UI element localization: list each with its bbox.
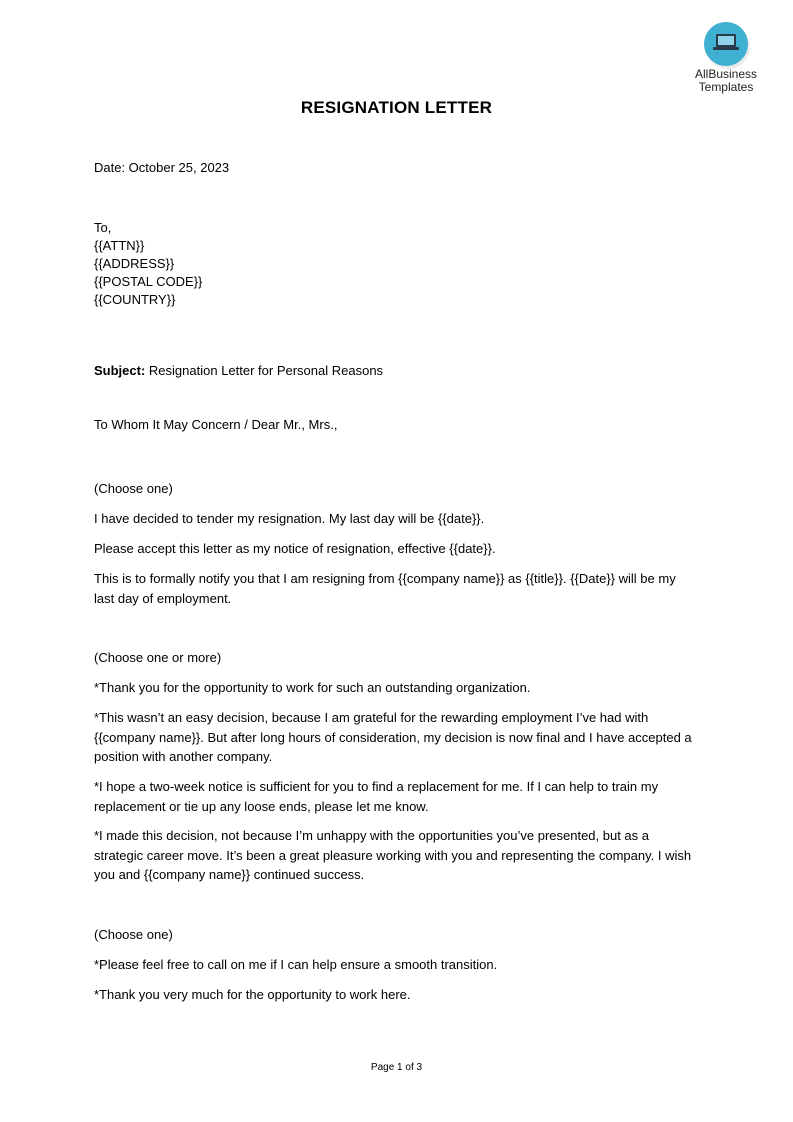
logo-text-line2: Templates <box>698 80 754 94</box>
section3-option-1: *Please feel free to call on me if I can help ensure a smooth transition. <box>94 957 498 972</box>
section2-option-3: *I hope a two-week notice is sufficient for you to find a replacement for me. If I can help to train my replacement or tie up any loose ends, please let me know. <box>94 779 659 814</box>
document-title: RESIGNATION LETTER <box>300 98 493 117</box>
subject-text: Resignation Letter for Personal Reasons <box>148 363 384 378</box>
section1-option-1: I have decided to tender my resignation. My last day will be {{date}}. <box>94 511 485 526</box>
section1-option-2: Please accept this letter as my notice of resignation, effective {{date}}. <box>94 541 496 556</box>
recipient-to: To, <box>94 220 112 235</box>
logo-circle <box>704 22 748 66</box>
subject-line <box>94 361 694 381</box>
subject-label: Subject: <box>94 363 146 378</box>
section2-option-2: *This wasn’t an easy decision, because I am grateful for the rewarding employment I’ve had with {{company name}}. But after long hours of consideration, my decision is now final and I have accepted a position with another company. <box>94 710 692 764</box>
recipient-postal-code: {{POSTAL CODE}} <box>94 274 203 289</box>
section2-option-1: *Thank you for the opportunity to work for such an outstanding organization. <box>94 680 531 695</box>
section2-heading: (Choose one or more) <box>94 650 222 665</box>
section1-heading: (Choose one) <box>94 481 173 496</box>
greeting: To Whom It May Concern / Dear Mr., Mrs., <box>94 417 338 432</box>
section1-option-3: This is to formally notify you that I am resigning from {{company name}} as {{title}}. {{Date}} will be my last day of employment. <box>94 571 676 606</box>
laptop-icon <box>712 33 740 53</box>
allbusiness-templates-logo <box>688 22 764 94</box>
section3-option-2: *Thank you very much for the opportunity to work here. <box>94 987 411 1002</box>
recipient-attn: {{ATTN}} <box>94 238 145 253</box>
section2-option-4: *I made this decision, not because I’m unhappy with the opportunities you’ve presented, but as a strategic career move. It’s been a great pleasure working with you and representing the company. I wish you and {{company name}} continued success. <box>94 828 692 882</box>
page-number: Page 1 of 3 <box>370 1062 423 1073</box>
logo-text-line1: AllBusiness <box>694 67 758 81</box>
date-line: Date: October 25, 2023 <box>94 160 230 175</box>
section3-heading: (Choose one) <box>94 927 173 942</box>
recipient-country: {{COUNTRY}} <box>94 292 176 307</box>
recipient-address: {{ADDRESS}} <box>94 256 175 271</box>
